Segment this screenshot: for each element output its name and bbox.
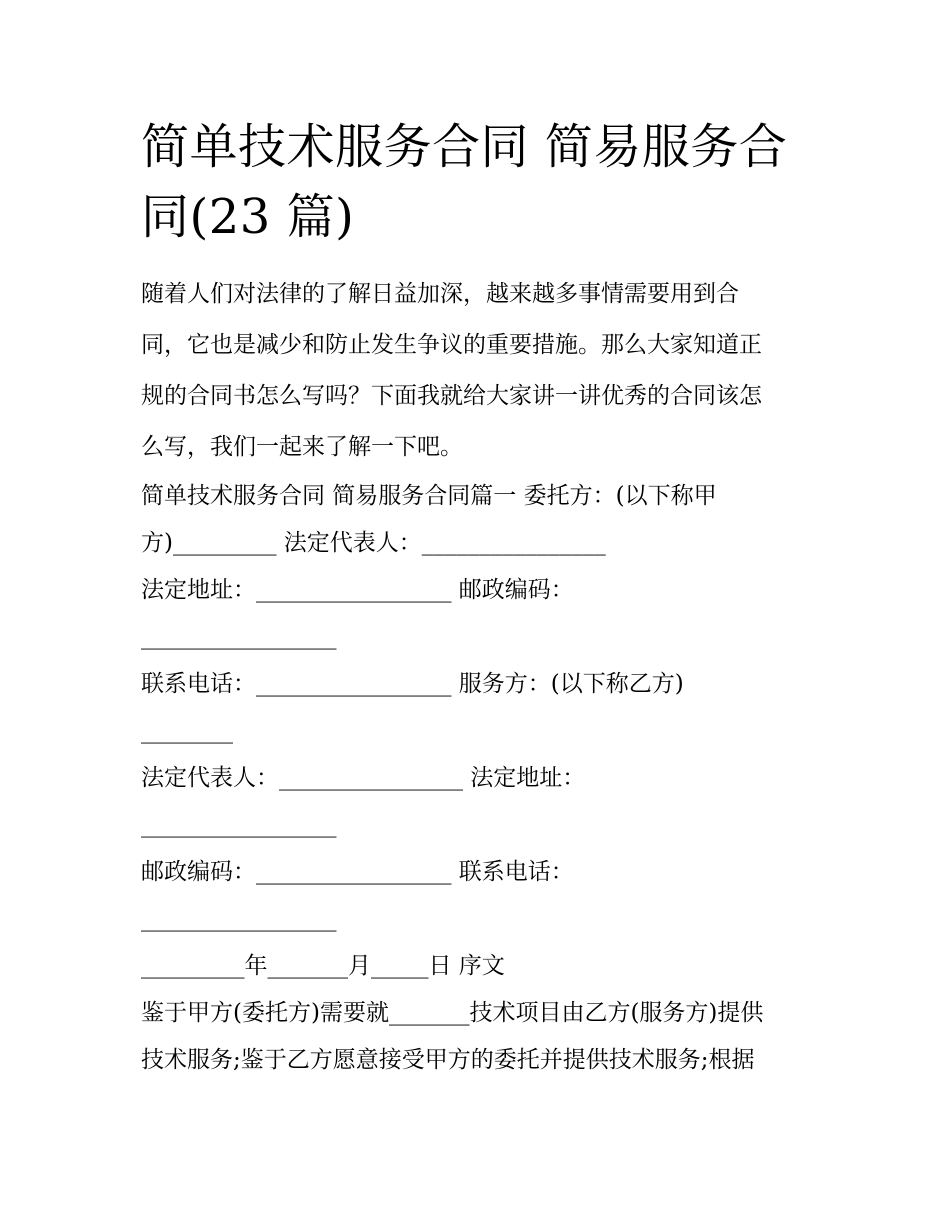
body-line-3: 法定地址：_________________ 邮政编码： bbox=[141, 577, 574, 603]
body-line-1: 简单技术服务合同 简易服务合同篇一 委托方：(以下称甲 bbox=[141, 483, 717, 509]
body-line-4: _________________ bbox=[141, 624, 337, 650]
intro-paragraph bbox=[141, 269, 821, 473]
body-line-8: _________________ bbox=[141, 812, 337, 838]
body-line-10: _________________ bbox=[141, 906, 337, 932]
intro-line-4: 么写，我们一起来了解一下吧。 bbox=[141, 434, 463, 460]
title-line-1: 简单技术服务合同 简易服务合 bbox=[141, 119, 788, 175]
body-line-9: 邮政编码：_________________ 联系电话： bbox=[141, 859, 574, 885]
intro-line-1: 随着人们对法律的了解日益加深，越来越多事情需要用到合 bbox=[141, 281, 739, 307]
body-line-5: 联系电话：_________________ 服务方：(以下称乙方) bbox=[141, 671, 684, 697]
intro-line-3: 规的合同书怎么写吗？下面我就给大家讲一讲优秀的合同该怎 bbox=[141, 383, 762, 409]
body-line-11: _________年_______月_____日 序文 bbox=[141, 953, 505, 979]
document-title bbox=[141, 112, 821, 252]
contract-body bbox=[141, 473, 821, 1084]
body-line-7: 法定代表人：________________ 法定地址： bbox=[141, 765, 586, 791]
intro-line-2: 同，它也是减少和防止发生争议的重要措施。那么大家知道正 bbox=[141, 332, 762, 358]
body-line-13: 技术服务;鉴于乙方愿意接受甲方的委托并提供技术服务;根据 bbox=[141, 1047, 755, 1073]
document-content bbox=[141, 112, 821, 1084]
body-line-2: 方)_________ 法定代表人：________________ bbox=[141, 530, 606, 556]
body-line-12: 鉴于甲方(委托方)需要就_______技术项目由乙方(服务方)提供 bbox=[141, 1000, 764, 1026]
body-line-6: ________ bbox=[141, 718, 233, 744]
title-line-2: 同(23 篇) bbox=[141, 189, 355, 245]
